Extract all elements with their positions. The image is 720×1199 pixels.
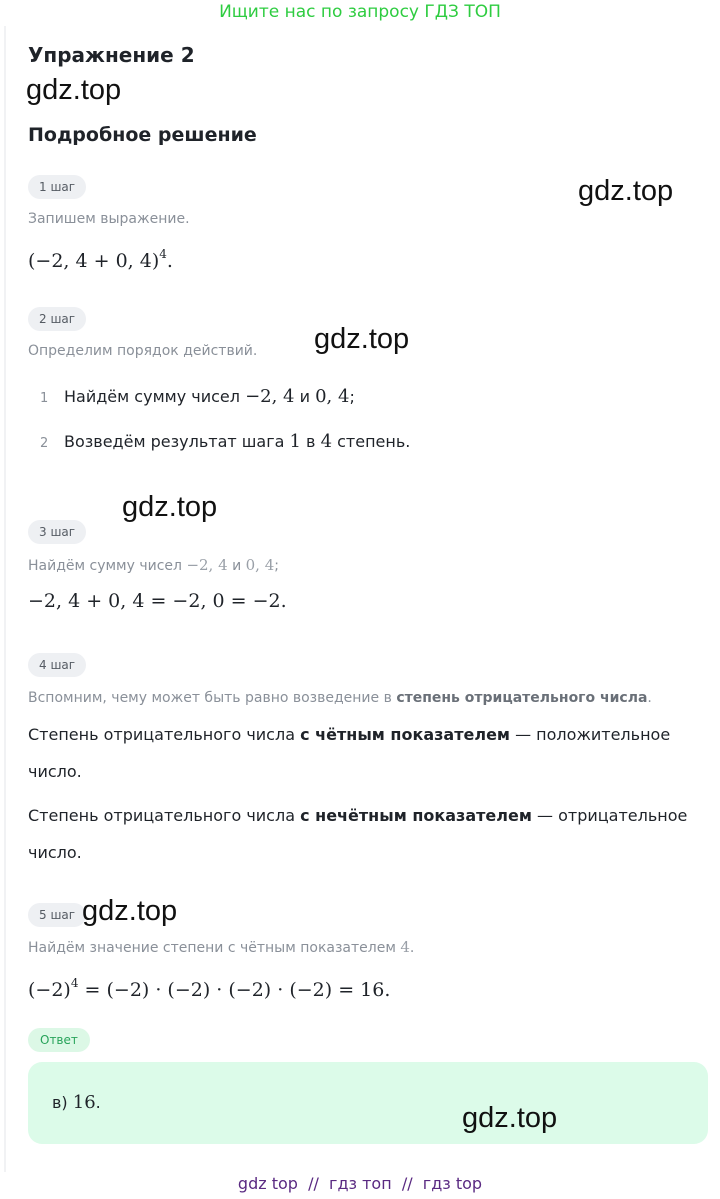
- step-badge-1: 1 шаг: [28, 175, 86, 199]
- answer-badge: Ответ: [28, 1028, 90, 1052]
- watermark: gdz.top: [578, 175, 674, 207]
- footer-links[interactable]: gdz top // гдз топ // гдз top: [237, 1174, 483, 1193]
- solution-heading: Подробное решение: [28, 124, 257, 146]
- list-item: 2 Возведём результат шага 1 в 4 степень.: [40, 431, 411, 452]
- step-badge-3: 3 шаг: [28, 520, 86, 544]
- step-1-expression: (−2, 4 + 0, 4)$^4$.: [28, 247, 173, 272]
- answer-text: в) 16.: [52, 1092, 101, 1113]
- step-5-expression: $(-2)^4 = (-2) \cdot (-2) \cdot (-2) \cdot (-2) = 16$.: [28, 976, 391, 1001]
- list-item: 1 Найдём сумму чисел −2, 4 и 0, 4;: [40, 386, 355, 407]
- rule-odd-exponent: Степень отрицательного числа с нечётным показателем — отрицательное число.: [28, 806, 688, 862]
- step-1-hint: Запишем выражение.: [28, 211, 190, 227]
- watermark: gdz.top: [314, 323, 410, 355]
- watermark: gdz.top: [26, 74, 122, 106]
- step-badge-4: 4 шаг: [28, 653, 86, 677]
- answer-box: [28, 1062, 708, 1144]
- watermark: gdz.top: [122, 491, 218, 523]
- step-5-hint: Найдём значение степени с чётным показателем 4.: [28, 938, 415, 956]
- search-banner: Ищите нас по запросу ГДЗ ТОП: [219, 2, 501, 22]
- step-badge-2: 2 шаг: [28, 307, 86, 331]
- rule-even-exponent: Степень отрицательного числа с чётным показателем — положительное число.: [28, 725, 671, 781]
- watermark: gdz.top: [82, 895, 178, 927]
- exercise-title: Упражнение 2: [28, 43, 195, 67]
- step-3-expression: −2, 4 + 0, 4 = −2, 0 = −2.: [28, 590, 287, 612]
- step-badge-5: 5 шаг: [28, 903, 86, 927]
- step-4-hint: Вспомним, чему может быть равно возведение в степень отрицательного числа.: [28, 690, 652, 706]
- step-2-hint: Определим порядок действий.: [28, 343, 258, 359]
- step-3-hint: Найдём сумму чисел −2, 4 и 0, 4;: [28, 556, 279, 574]
- watermark: gdz.top: [462, 1102, 558, 1134]
